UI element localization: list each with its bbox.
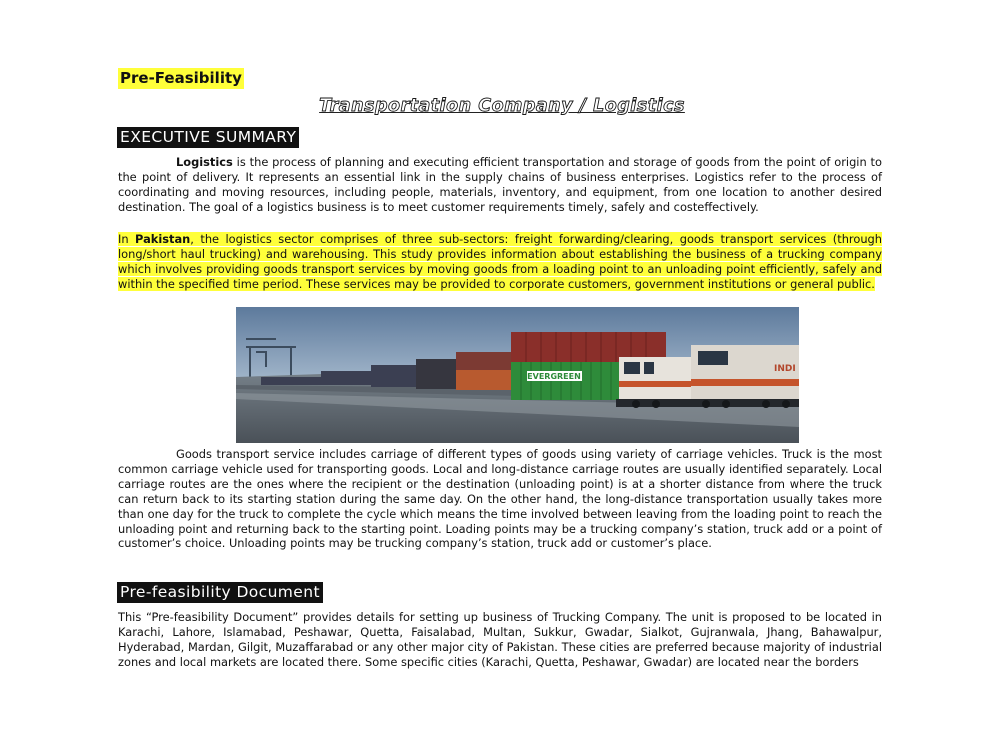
container-train-photo <box>236 307 799 443</box>
pre-feasibility-label: Pre-Feasibility <box>120 69 242 87</box>
paragraph-pakistan-sector <box>118 232 882 292</box>
container-brand-label: EVERGREEN <box>527 372 581 381</box>
section-heading-executive-summary: EXECUTIVE SUMMARY <box>117 127 299 148</box>
paragraph-body: , the logistics sector comprises of three sub-sectors: freight forwarding/clearing, goods transport services (through long/short haul trucking) and warehousing. This study provides information about establishing the business of a trucking company which involves providing goods transport services by moving goods from a loading point to an unloading point efficiently, safely and within the specified time period. These services may be provided to corporate customers, government institutions or general public. <box>118 232 883 291</box>
paragraph-lead-logistics: Logistics <box>176 155 233 169</box>
locomotive-label: INDI <box>774 364 796 374</box>
paragraph-prefeasibility-details <box>118 610 882 670</box>
train-illustration <box>236 307 799 443</box>
paragraph-goods-transport <box>118 447 882 551</box>
paragraph-body: This “Pre-feasibility Document” provides details for setting up business of Trucking Company. The unit is proposed to be located in Karachi, Lahore, Islamabad, Peshawar, Quetta, Faisalabad, Multan, Sukkur, Gwadar, Sialkot, Gujranwala, Jhang, Bahawalpur, Hyderabad, Mardan, Gilgit, Muzaffarabad or any other major city of Pakistan. These cities are preferred because majority of industrial zones and local markets are located there. Some specific cities (Karachi, Quetta, Peshawar, Gwadar) are located near the borders <box>118 610 882 669</box>
paragraph-prefix: In <box>118 232 136 246</box>
paragraph-body: is the process of planning and executing efficient transportation and storage of goods from the point of origin to the point of delivery. It represents an essential link in the supply chains of business enterprises. Logistics refer to the process of coordinating and moving resources, including people, materials, inventory, and equipment, from one location to another desired destination. The goal of a logistics business is to meet customer requirements timely, safely and costeffectively. <box>118 155 882 214</box>
document-title <box>0 96 1000 116</box>
paragraph-lead-pakistan: Pakistan <box>135 232 191 246</box>
paragraph-body: Goods transport service includes carriage of different types of goods using variety of carriage vehicles. Truck is the most common carriage vehicle used for transporting goods. Local and long-distance carriage routes are usually identified separately. Local carriage routes are the ones where the recipient or the destination (unloading point) is at a shorter distance from where the truck can return back to its starting station during the same day. On the other hand, the long-distance transportation usually takes more than one day for the truck to complete the cycle which means the time involved between leaving from the loading point to reach the unloading point and returning back to the starting point. Loading points may be a trucking company’s station, truck add or a point of customer’s choice. Unloading points may be trucking company’s station, truck add or customer’s place. <box>118 447 882 551</box>
section-heading-prefeasibility-document: Pre-feasibility Document <box>117 582 323 603</box>
document-title-text: Transportation Company / Logistics <box>319 96 685 116</box>
paragraph-logistics-intro <box>118 155 882 215</box>
